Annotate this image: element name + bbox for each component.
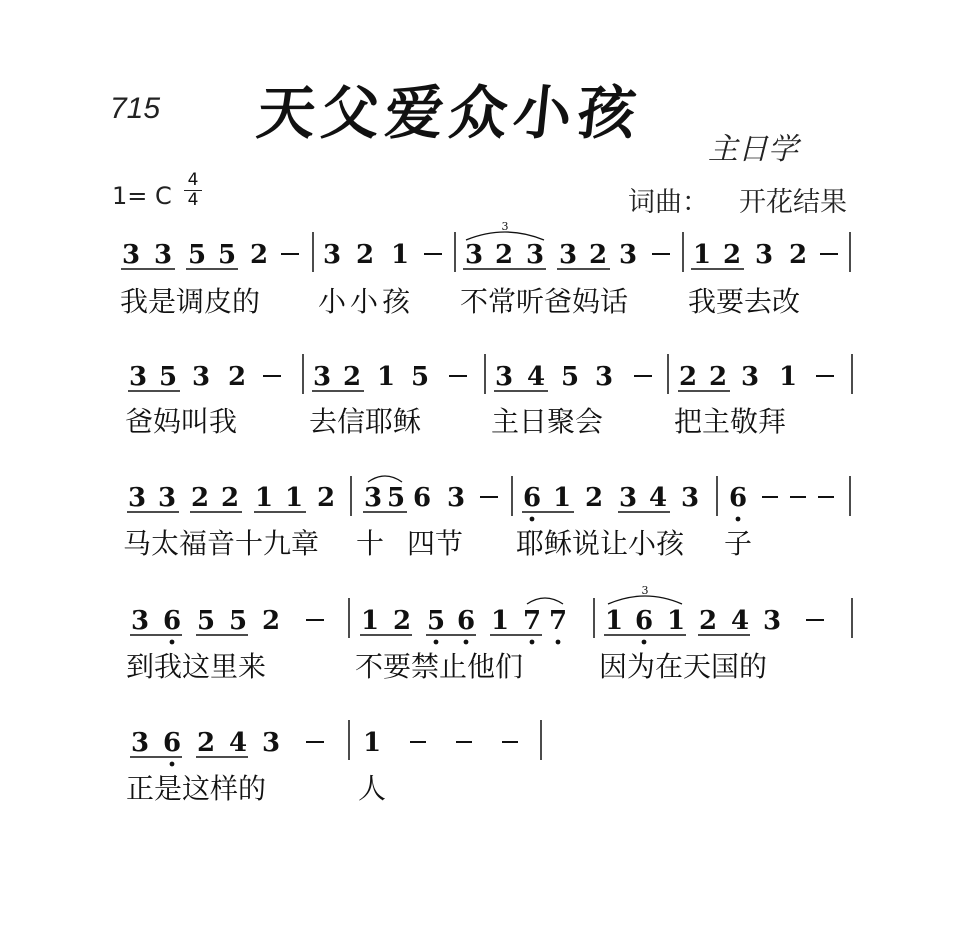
- svg-text:6: 6: [456, 606, 476, 636]
- svg-text:3: 3: [501, 220, 509, 233]
- svg-text:3: 3: [525, 240, 545, 270]
- svg-text:3: 3: [618, 483, 638, 513]
- lyric-3-5: 子: [724, 527, 753, 560]
- time-signature-top: 4: [187, 170, 199, 190]
- svg-text:2: 2: [494, 240, 514, 270]
- svg-text:2: 2: [190, 483, 210, 513]
- svg-text:1: 1: [284, 483, 304, 513]
- key-signature: 1= C: [112, 182, 172, 210]
- svg-text:5: 5: [386, 483, 406, 513]
- svg-text:3: 3: [261, 728, 281, 758]
- credit-value: 开花结果: [739, 187, 847, 218]
- svg-text:3: 3: [121, 240, 141, 270]
- svg-text:3: 3: [464, 240, 484, 270]
- svg-text:5: 5: [217, 240, 237, 270]
- song-category: 主日学: [708, 132, 798, 167]
- lyric-1-4: 我要去改: [688, 285, 801, 318]
- song-number: 715: [110, 92, 161, 125]
- svg-text:3: 3: [130, 606, 150, 636]
- lyric-5-2: 人: [358, 772, 387, 805]
- svg-text:3: 3: [322, 240, 342, 270]
- credit-label: 词曲：: [628, 187, 709, 218]
- svg-text:2: 2: [698, 606, 718, 636]
- svg-text:6: 6: [728, 483, 748, 513]
- svg-text:2: 2: [249, 240, 269, 270]
- svg-text:2: 2: [316, 483, 336, 513]
- svg-text:1: 1: [778, 362, 798, 392]
- svg-text:2: 2: [196, 728, 216, 758]
- svg-text:5: 5: [426, 606, 446, 636]
- svg-text:3: 3: [680, 483, 700, 513]
- svg-text:3: 3: [191, 362, 211, 392]
- staff-line-3: [127, 476, 850, 521]
- svg-text:1: 1: [490, 606, 510, 636]
- svg-text:3: 3: [127, 483, 147, 513]
- song-title: 天父爱众小孩: [253, 79, 646, 147]
- lyric-2-4: 把主敬拜: [674, 405, 787, 438]
- svg-text:1: 1: [604, 606, 624, 636]
- svg-text:3: 3: [128, 362, 148, 392]
- lyric-2-1: 爸妈叫我: [125, 405, 238, 438]
- svg-text:6: 6: [522, 483, 542, 513]
- svg-text:2: 2: [342, 362, 362, 392]
- svg-text:3: 3: [363, 483, 383, 513]
- svg-text:4: 4: [648, 483, 668, 513]
- svg-text:3: 3: [762, 606, 782, 636]
- svg-text:5: 5: [560, 362, 580, 392]
- lyric-3-3: 四节: [407, 527, 464, 560]
- svg-text:3: 3: [312, 362, 332, 392]
- svg-text:2: 2: [392, 606, 412, 636]
- svg-text:3: 3: [157, 483, 177, 513]
- svg-text:2: 2: [355, 240, 375, 270]
- svg-text:2: 2: [588, 240, 608, 270]
- lyric-1-2: 小小孩: [318, 285, 415, 318]
- svg-text:2: 2: [788, 240, 808, 270]
- lyric-1-3: 不常听爸妈话: [460, 285, 629, 318]
- svg-text:1: 1: [666, 606, 686, 636]
- svg-text:2: 2: [584, 483, 604, 513]
- svg-text:3: 3: [153, 240, 173, 270]
- svg-text:3: 3: [618, 240, 638, 270]
- staff-line-5: [130, 720, 541, 766]
- svg-text:2: 2: [227, 362, 247, 392]
- lyric-5-1: 正是这样的: [126, 772, 267, 805]
- lyric-4-2: 不要禁止他们: [355, 650, 524, 683]
- lyric-3-2: 十: [356, 527, 385, 560]
- svg-text:2: 2: [678, 362, 698, 392]
- svg-text:3: 3: [494, 362, 514, 392]
- svg-text:3: 3: [446, 483, 466, 513]
- staff-line-4: [130, 584, 852, 644]
- svg-text:7: 7: [522, 606, 542, 636]
- svg-text:5: 5: [187, 240, 207, 270]
- svg-text:1: 1: [692, 240, 712, 270]
- svg-text:3: 3: [558, 240, 578, 270]
- svg-text:2: 2: [722, 240, 742, 270]
- lyric-3-1: 马太福音十九章: [123, 527, 320, 560]
- svg-text:1: 1: [254, 483, 274, 513]
- svg-text:5: 5: [410, 362, 430, 392]
- lyric-3-4: 耶稣说让小孩: [516, 527, 685, 560]
- svg-text:3: 3: [130, 728, 150, 758]
- lyric-1-1: 我是调皮的: [120, 285, 261, 318]
- svg-text:2: 2: [220, 483, 240, 513]
- svg-text:1: 1: [360, 606, 380, 636]
- svg-text:1: 1: [362, 728, 382, 758]
- svg-text:2: 2: [708, 362, 728, 392]
- staff-line-1: [121, 220, 850, 272]
- svg-text:4: 4: [730, 606, 750, 636]
- lyric-2-2: 去信耶稣: [309, 405, 422, 438]
- svg-text:2: 2: [261, 606, 281, 636]
- svg-text:4: 4: [228, 728, 248, 758]
- svg-text:1: 1: [390, 240, 410, 270]
- svg-text:4: 4: [526, 362, 546, 392]
- svg-text:3: 3: [740, 362, 760, 392]
- svg-text:7: 7: [548, 606, 568, 636]
- svg-text:1: 1: [376, 362, 396, 392]
- svg-text:5: 5: [196, 606, 216, 636]
- svg-text:6: 6: [162, 728, 182, 758]
- svg-text:6: 6: [634, 606, 654, 636]
- lyric-2-3: 主日聚会: [491, 405, 604, 438]
- svg-text:3: 3: [594, 362, 614, 392]
- svg-text:1: 1: [552, 483, 572, 513]
- time-signature-bottom: 4: [187, 190, 199, 210]
- lyric-4-3: 因为在天国的: [599, 650, 768, 683]
- svg-text:3: 3: [754, 240, 774, 270]
- svg-text:5: 5: [158, 362, 178, 392]
- svg-text:6: 6: [162, 606, 182, 636]
- svg-text:5: 5: [228, 606, 248, 636]
- lyric-4-1: 到我这里来: [126, 650, 267, 683]
- staff-line-2: [128, 354, 852, 394]
- svg-text:3: 3: [641, 584, 649, 597]
- svg-text:6: 6: [412, 483, 432, 513]
